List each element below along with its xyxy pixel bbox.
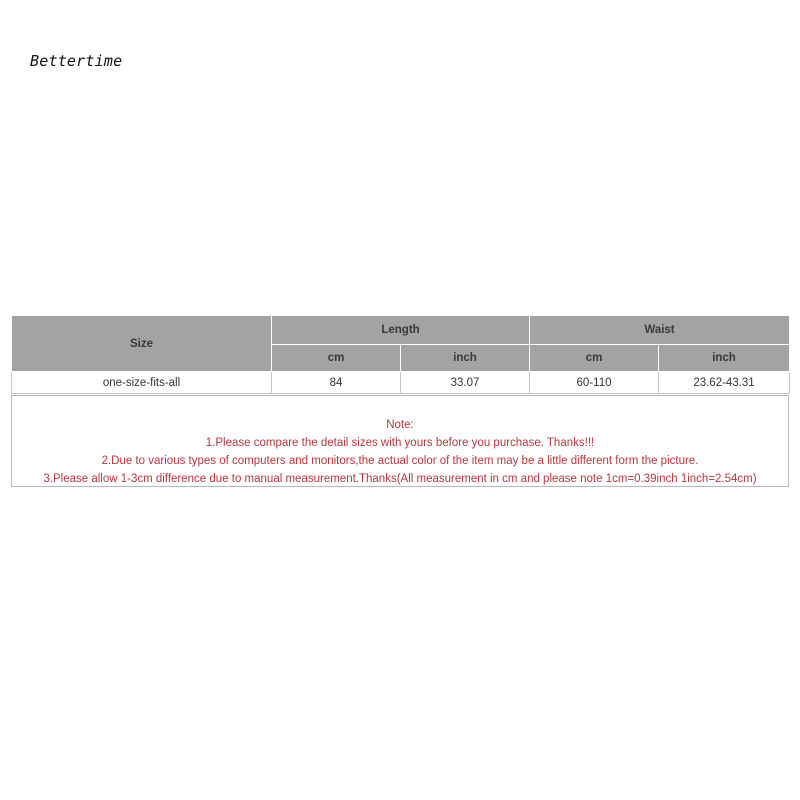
table-row xyxy=(12,372,790,394)
brand-logo-text: Bettertime xyxy=(30,52,123,70)
waist-cm-cell: 60-110 xyxy=(530,372,659,394)
waist-inch-header: inch xyxy=(659,345,790,372)
waist-cm-header: cm xyxy=(530,345,659,372)
size-chart-table xyxy=(11,315,790,394)
size-header: Size xyxy=(12,316,272,372)
length-cm-header: cm xyxy=(272,345,401,372)
note-title: Note: xyxy=(386,419,414,431)
waist-inch-cell: 23.62-43.31 xyxy=(659,372,790,394)
length-inch-cell: 33.07 xyxy=(401,372,530,394)
length-header: Length xyxy=(272,316,530,345)
note-line-3: 3.Please allow 1-3cm difference due to manual measurement.Thanks(All measurement in cm and please note 1cm=0.39inch 1inch=2.54cm) xyxy=(43,473,757,485)
waist-header: Waist xyxy=(530,316,790,345)
notes-box xyxy=(11,395,789,487)
length-cm-cell: 84 xyxy=(272,372,401,394)
note-line-2: 2.Due to various types of computers and monitors,the actual color of the item may be a little different form the picture. xyxy=(101,455,699,467)
note-line-1: 1.Please compare the detail sizes with yours before you purchase. Thanks!!! xyxy=(205,437,595,449)
table-header-row xyxy=(12,316,790,345)
size-cell: one-size-fits-all xyxy=(12,372,272,394)
length-inch-header: inch xyxy=(401,345,530,372)
